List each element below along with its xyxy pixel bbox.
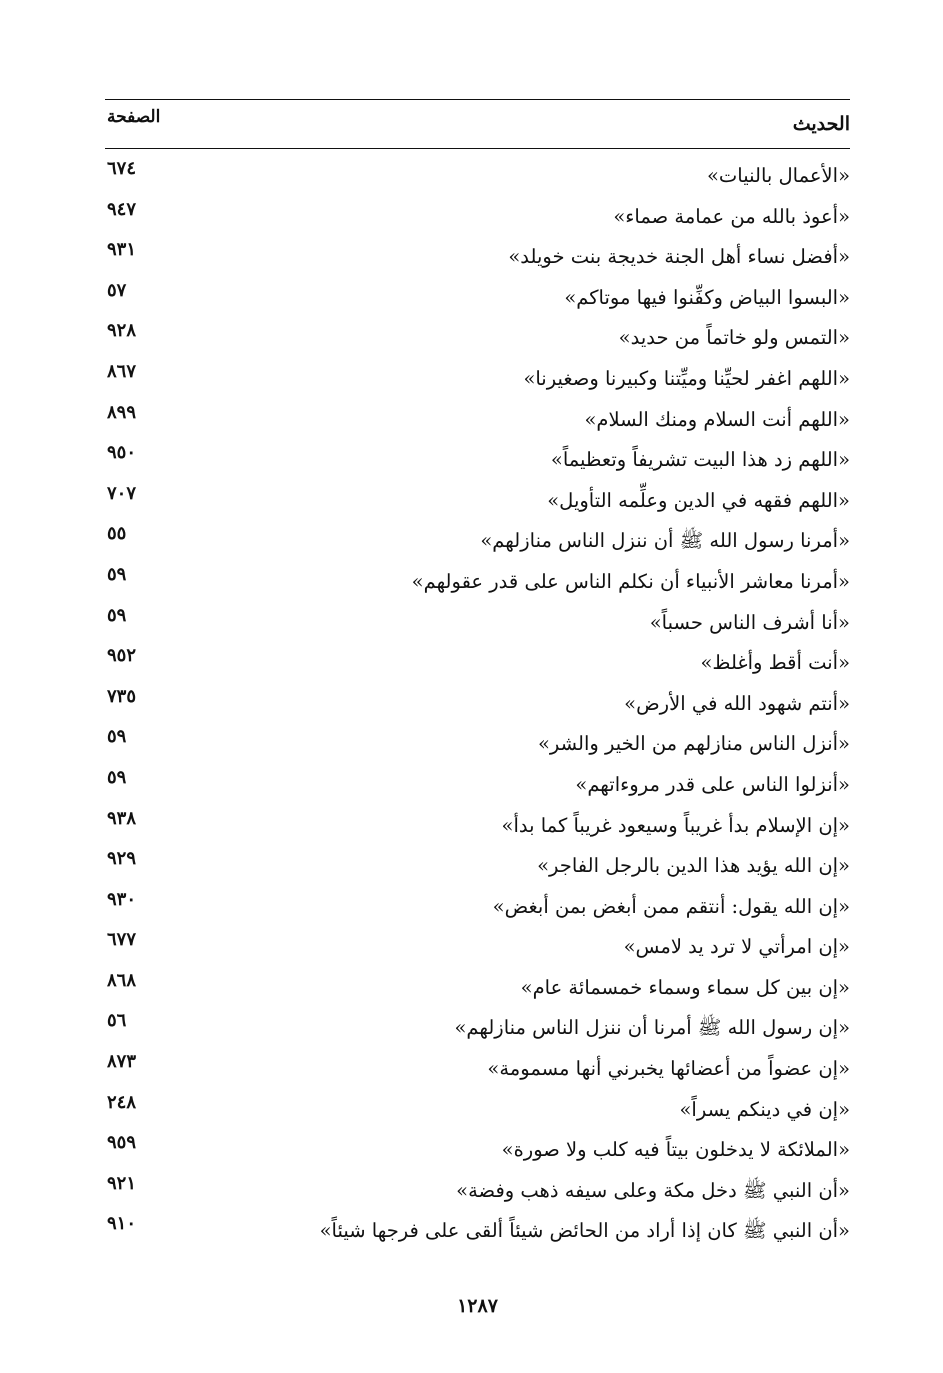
index-entry [105, 848, 850, 889]
hadith-text: «أنا أشرف الناس حسباً» [649, 610, 850, 634]
index-entry [105, 158, 850, 199]
index-entry [105, 1092, 850, 1133]
page-reference: ٥٩ [107, 604, 127, 626]
page-reference: ٩٣٠ [107, 888, 137, 910]
page-reference: ٩١٠ [107, 1213, 137, 1235]
page-reference: ٦٧٧ [107, 929, 137, 951]
page-reference: ٩٥٠ [107, 442, 137, 464]
page-reference: ٥٧ [107, 279, 127, 301]
index-entry [105, 889, 850, 930]
hadith-text: «أعوذ بالله من عمامة صماء» [613, 204, 850, 228]
page-reference: ٥٥ [107, 523, 127, 545]
index-entry [105, 199, 850, 240]
hadith-text: «الأعمال بالنيات» [707, 164, 850, 187]
index-entry [105, 686, 850, 727]
index-page [105, 95, 850, 1317]
column-heading-hadith: الحديث [792, 113, 850, 135]
index-entry [105, 564, 850, 605]
page-reference: ٩٢٨ [107, 320, 137, 342]
page-reference: ٩٣٨ [107, 807, 137, 829]
top-rule [105, 99, 850, 100]
hadith-index-list [105, 158, 850, 1254]
page-reference: ٥٩ [107, 726, 127, 748]
page-reference: ٧٠٧ [107, 482, 137, 504]
hadith-text: «اللهم زد هذا البيت تشريفاً وتعظيماً» [550, 448, 850, 472]
hadith-text: «إن بين كل سماء وسماء خمسمائة عام» [520, 975, 850, 999]
page-reference: ٥٩ [107, 766, 127, 788]
hadith-text: «البسوا البياض وكفِّنوا فيها موتاكم» [564, 285, 850, 309]
hadith-text: «إن الله يقول: أنتقم ممن أبغض بمن أبغض» [492, 894, 850, 918]
hadith-text: «أنزلوا الناس على قدر مروءاتهم» [575, 772, 850, 796]
header-rule [105, 148, 850, 149]
hadith-text: «اللهم اغفر لحيِّنا وميِّتنا وكبيرنا وصغيرنا» [523, 366, 850, 390]
index-entry [105, 239, 850, 280]
hadith-text: «إن عضواً من أعضائها يخبرني أنها مسمومة» [487, 1057, 850, 1081]
page-reference: ٨٩٩ [107, 401, 137, 423]
index-entry [105, 605, 850, 646]
index-entry [105, 320, 850, 361]
index-entry [105, 361, 850, 402]
hadith-text: «أن النبي ﷺ دخل مكة وعلى سيفه ذهب وفضة» [456, 1178, 850, 1202]
index-entry [105, 767, 850, 808]
column-heading-page: الصفحة [107, 107, 161, 127]
page-reference: ٩٢٩ [107, 848, 137, 870]
hadith-text: «التمس ولو خاتماً من حديد» [618, 326, 850, 350]
hadith-text: «إن في دينكم يسراً» [679, 1097, 850, 1121]
hadith-text: «أفضل نساء أهل الجنة خديجة بنت خويلد» [508, 245, 850, 269]
index-entry [105, 970, 850, 1011]
index-entry [105, 1051, 850, 1092]
hadith-text: «أمرنا رسول الله ﷺ أن ننزل الناس منازلهم» [480, 529, 850, 553]
index-entry [105, 523, 850, 564]
index-entry [105, 929, 850, 970]
index-entry [105, 442, 850, 483]
hadith-text: «اللهم فقهه في الدين وعلِّمه التأويل» [547, 488, 850, 512]
index-entry [105, 280, 850, 321]
hadith-text: «أن النبي ﷺ كان إذا أراد من الحائض شيئاً ألقى على فرجها شيئاً» [319, 1219, 850, 1243]
page-reference: ٢٤٨ [107, 1091, 137, 1113]
index-entry [105, 1132, 850, 1173]
page-reference: ٨٦٧ [107, 360, 137, 382]
hadith-text: «إن رسول الله ﷺ أمرنا أن ننزل الناس منازلهم» [454, 1016, 850, 1040]
index-entry [105, 402, 850, 443]
page-reference: ٧٣٥ [107, 685, 137, 707]
index-entry [105, 1213, 850, 1254]
table-header [105, 107, 850, 139]
index-entry [105, 726, 850, 767]
page-reference: ٩٤٧ [107, 198, 137, 220]
hadith-text: «الملائكة لا يدخلون بيتاً فيه كلب ولا صورة» [501, 1138, 850, 1162]
page-reference: ٩٢١ [107, 1172, 137, 1194]
index-entry [105, 483, 850, 524]
page-reference: ٥٩ [107, 563, 127, 585]
page-reference: ٩٥٩ [107, 1132, 137, 1154]
page-reference: ٩٥٢ [107, 645, 137, 667]
hadith-text: «أنتم شهود الله في الأرض» [624, 691, 850, 715]
index-entry [105, 808, 850, 849]
index-entry [105, 1173, 850, 1214]
index-entry [105, 645, 850, 686]
page-reference: ٥٦ [107, 1010, 127, 1032]
hadith-text: «اللهم أنت السلام ومنك السلام» [584, 407, 850, 431]
hadith-text: «إن امرأتي لا ترد يد لامس» [623, 935, 850, 959]
hadith-text: «إن الله يؤيد هذا الدين بالرجل الفاجر» [537, 854, 850, 878]
hadith-text: «إن الإسلام بدأ غريباً وسيعود غريباً كما بدأ» [501, 813, 850, 837]
hadith-text: «أنت أقط وأغلظ» [700, 651, 850, 675]
page-number: ١٢٨٧ [457, 1295, 498, 1317]
page-reference: ٩٣١ [107, 239, 137, 261]
index-entry [105, 1010, 850, 1051]
page-reference: ٨٦٨ [107, 969, 137, 991]
page-reference: ٦٧٤ [107, 158, 137, 179]
hadith-text: «أمرنا معاشر الأنبياء أن نكلم الناس على قدر عقولهم» [411, 569, 850, 593]
page-reference: ٨٧٣ [107, 1051, 137, 1073]
hadith-text: «أنزل الناس منازلهم من الخير والشر» [537, 732, 850, 756]
